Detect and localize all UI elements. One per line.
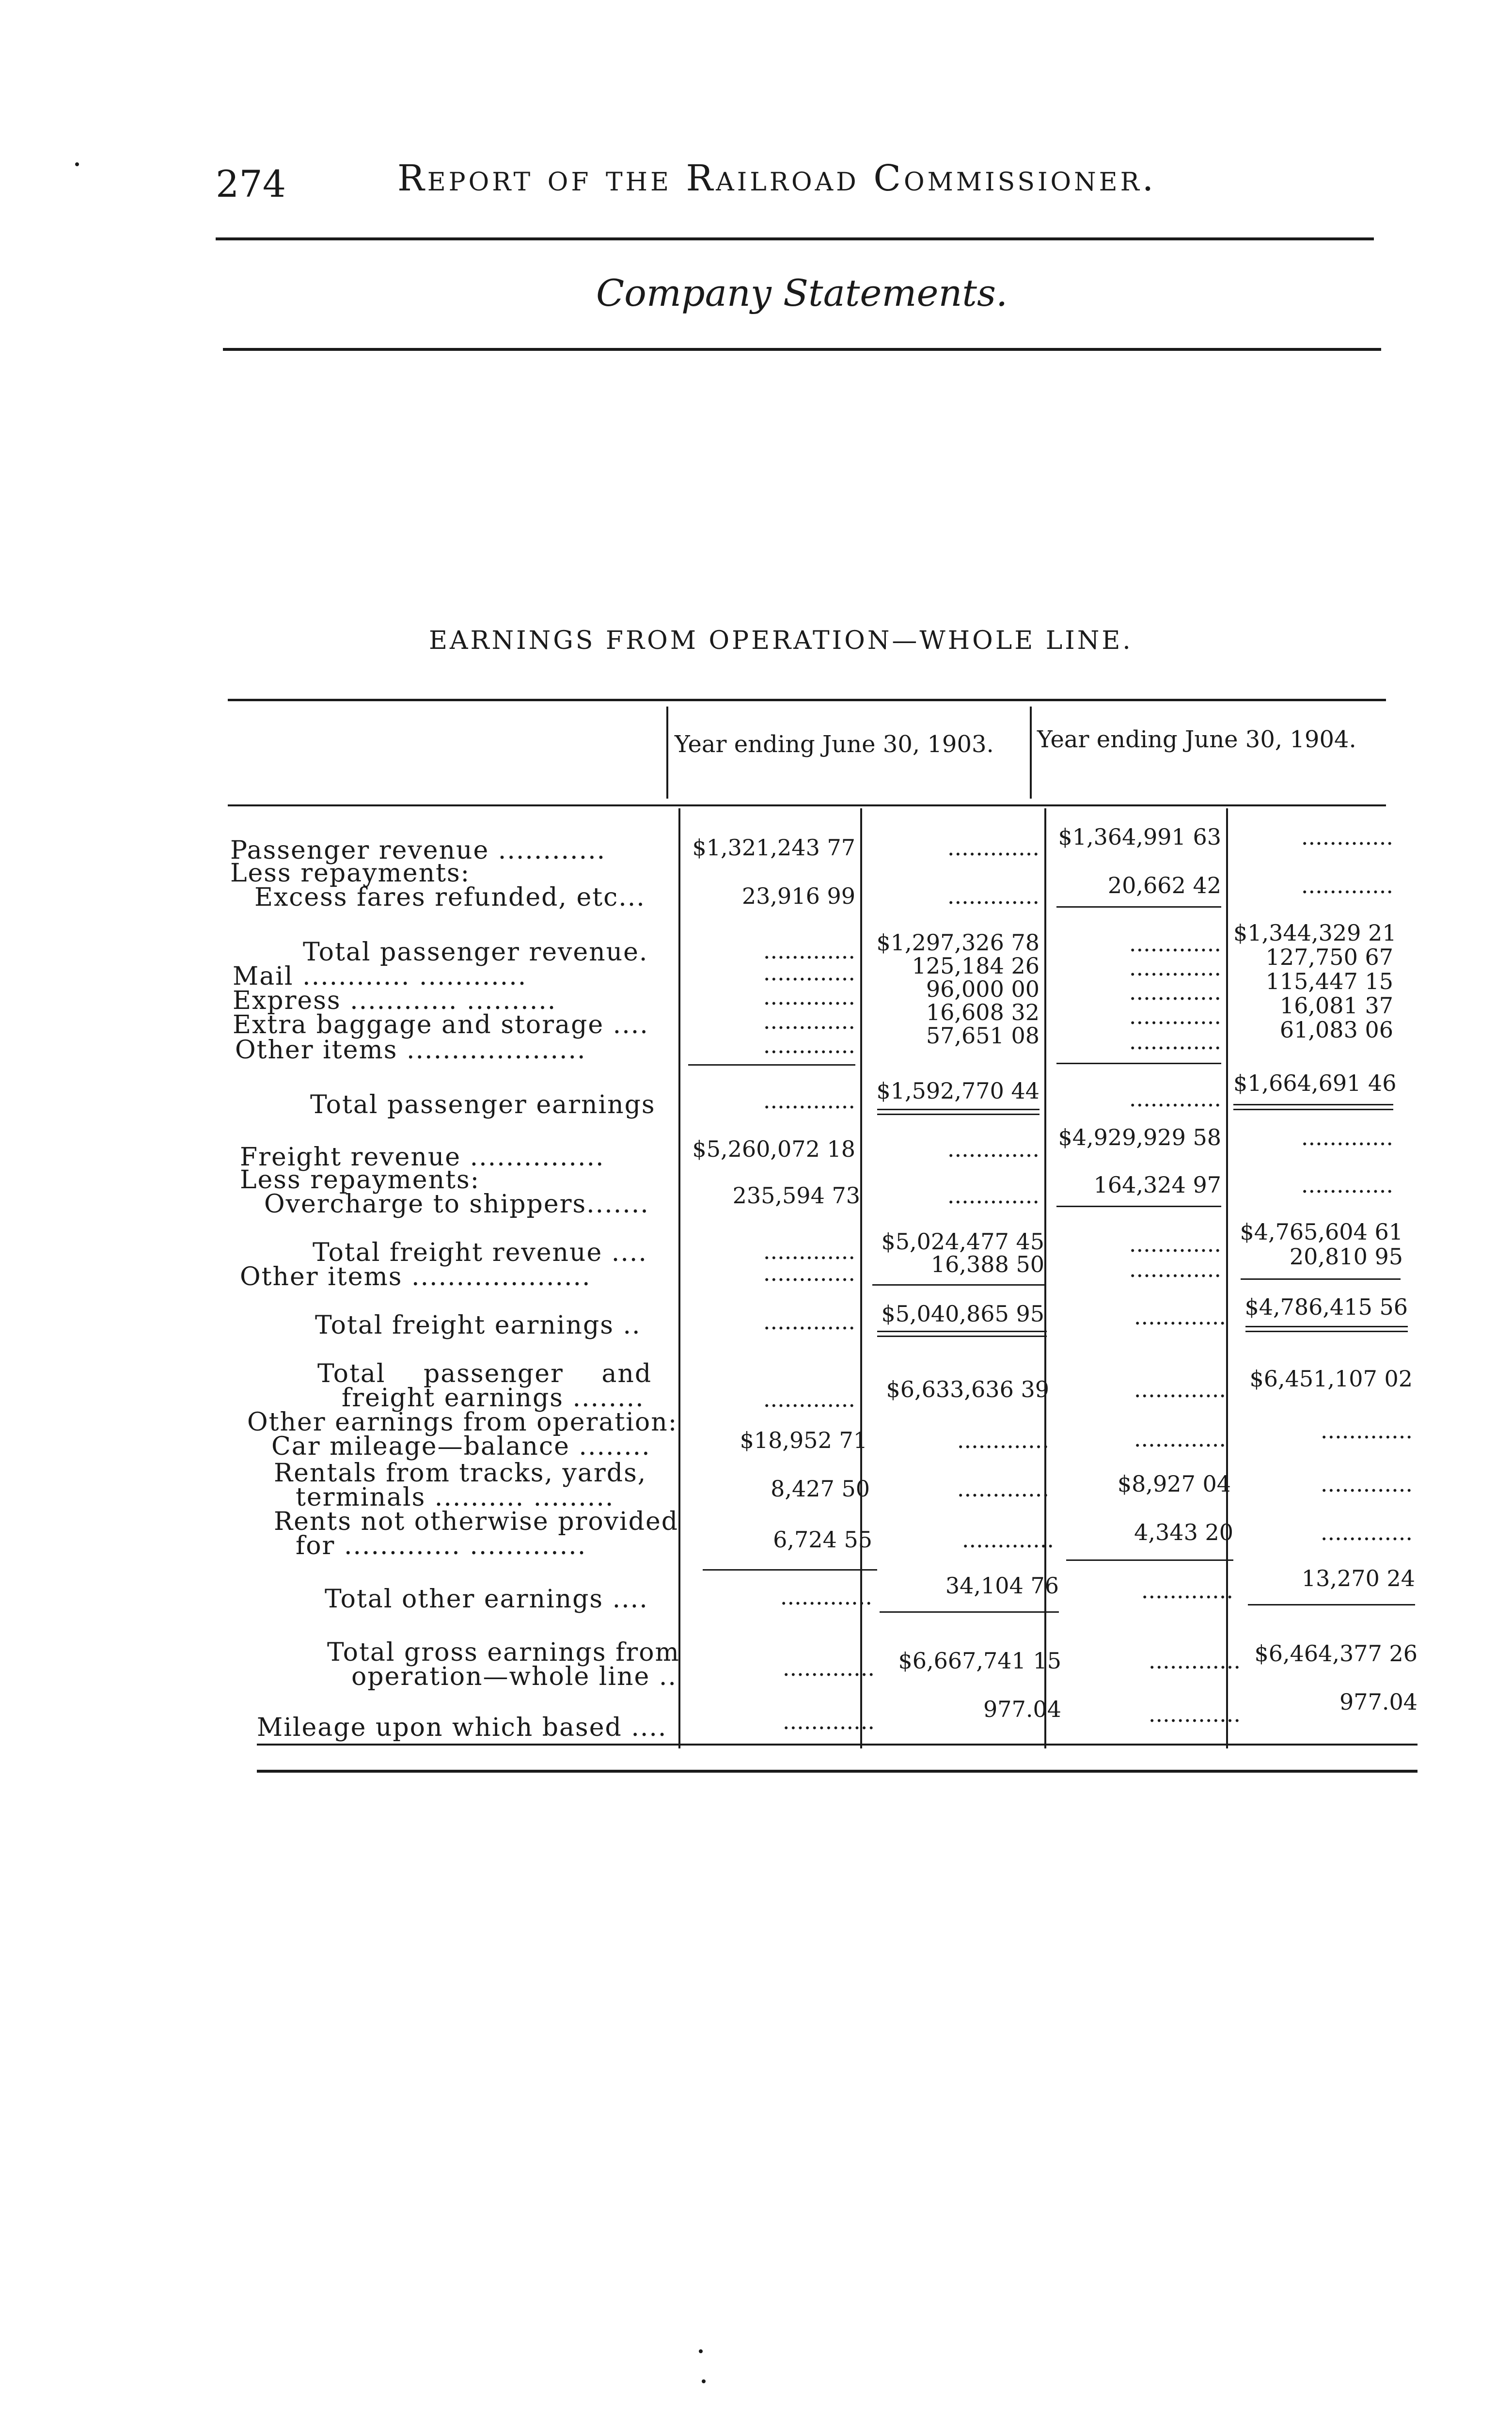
row-label: Rentals from tracks, yards, [274, 1459, 647, 1488]
page-number: 274 [216, 162, 286, 205]
cell-1904-detail: 4,343 20 [1134, 1519, 1233, 1545]
cell-1903-total: ............. [947, 1136, 1040, 1162]
row-label-cont: freight earnings ........ [342, 1384, 645, 1413]
cell-1903-detail: ............. [763, 1238, 855, 1264]
cell-1903-detail: 23,916 99 [741, 883, 855, 909]
cell-1903-total: 16,608 32 [926, 999, 1040, 1025]
row-label: Rents not otherwise provided [274, 1507, 679, 1536]
cell-1904-total: 13,270 24 [1301, 1565, 1415, 1591]
header-rule-bottom [223, 348, 1381, 351]
cell-1903-detail: $18,952 71 [740, 1427, 867, 1453]
cell-1904-detail: ............. [1129, 955, 1221, 981]
cell-1904-total: ............. [1320, 1519, 1413, 1545]
cell-1904-total: 20,810 95 [1289, 1243, 1403, 1270]
running-head: Report of the Railroad Commissioner. [397, 157, 1157, 199]
cell-1903-detail: ............. [763, 1087, 855, 1114]
subtotal-rule [1248, 1604, 1415, 1605]
total-double-rule [1245, 1326, 1408, 1327]
cell-1903-detail: ............. [763, 1008, 855, 1034]
cell-1904-total: ............. [1301, 1172, 1393, 1198]
total-double-rule [877, 1336, 1047, 1337]
cell-1904-detail: ............. [1148, 1648, 1241, 1674]
col-head-1903: Year ending June 30, 1903. [675, 731, 994, 758]
cell-1904-detail: $1,364,991 63 [1058, 824, 1221, 850]
cell-1903-total: $6,633,636 39 [886, 1376, 1049, 1402]
header-rule-top [216, 237, 1374, 240]
cell-1903-total: $5,040,865 95 [881, 1301, 1044, 1327]
cell-1904-detail: ............. [1129, 1086, 1221, 1112]
table-top-rule [228, 699, 1386, 701]
row-label: Other items .................... [235, 1036, 586, 1065]
print-speck [75, 162, 79, 166]
cell-1903-detail: ............. [763, 1260, 855, 1286]
row-label: Extra baggage and storage .... [233, 1010, 649, 1039]
row-label: Total freight earnings .. [315, 1311, 641, 1340]
total-double-rule [877, 1114, 1040, 1115]
subtotal-rule [872, 1284, 1044, 1286]
cell-1903-detail: $5,260,072 18 [692, 1136, 855, 1162]
cell-1904-total: $4,786,415 56 [1244, 1294, 1408, 1320]
subtotal-rule [703, 1569, 877, 1571]
cell-1904-total: $6,451,107 02 [1249, 1366, 1413, 1392]
cell-1903-detail: ............. [763, 984, 855, 1010]
cell-1904-detail: ............. [1129, 1231, 1221, 1257]
cell-1904-detail: ............. [1141, 1577, 1233, 1604]
col-head-bottom-rule [228, 804, 1386, 806]
cell-1903-detail: 8,427 50 [771, 1476, 870, 1502]
cell-1904-detail: ............. [1148, 1701, 1241, 1727]
row-label: Total passenger revenue. [303, 938, 648, 967]
print-speck [702, 2379, 706, 2383]
cell-1903-detail: 6,724 55 [773, 1526, 872, 1553]
cell-1904-total: ............. [1301, 872, 1393, 898]
cell-1904-total: 127,750 67 [1265, 944, 1393, 970]
cell-1904-detail: 20,662 42 [1107, 872, 1221, 898]
row-label-cont: operation—whole line .. [351, 1662, 677, 1691]
cell-1903-total: $1,297,326 78 [876, 929, 1040, 956]
cell-1903-detail: ............. [763, 960, 855, 986]
cell-1903-total: 96,000 00 [926, 976, 1040, 1002]
cell-1904-total: ............. [1320, 1471, 1413, 1497]
col-head-divider-mid [1030, 707, 1032, 799]
total-double-rule [1233, 1109, 1393, 1110]
subtotal-rule [1056, 906, 1221, 908]
cell-1904-detail: ............. [1129, 1256, 1221, 1282]
cell-1903-detail: ............. [763, 1308, 855, 1335]
row-label: Mail ............ ............ [233, 962, 527, 991]
cell-1904-total: 16,081 37 [1279, 992, 1393, 1019]
row-label: Passenger revenue ............ [230, 836, 606, 865]
subtotal-rule [1241, 1278, 1401, 1280]
row-label: Freight revenue ............... [240, 1143, 605, 1172]
table-bottom-rule [257, 1744, 1418, 1746]
cell-1904-total: 61,083 06 [1279, 1017, 1393, 1043]
cell-1903-total: ............. [957, 1476, 1049, 1502]
row-label: Car mileage—balance ........ [271, 1432, 651, 1461]
cell-1904-total: $1,344,329 21 [1233, 920, 1397, 946]
table-title: EARNINGS FROM OPERATION—WHOLE LINE. [429, 626, 1133, 655]
col-rule-1 [678, 808, 680, 1748]
row-label: Other items .................... [240, 1262, 591, 1291]
row-label: Mileage upon which based .... [257, 1713, 667, 1742]
row-label: Other earnings from operation: [247, 1408, 678, 1437]
cell-1904-total: ............. [1301, 1124, 1393, 1150]
row-label: Overcharge to shippers....... [264, 1190, 649, 1219]
row-label: Excess fares refunded, etc... [254, 883, 646, 912]
subtotal-rule [688, 1064, 855, 1066]
cell-1903-total: 125,184 26 [912, 953, 1040, 979]
page-bottom-rule [257, 1770, 1418, 1773]
row-label: Less repayments: [240, 1165, 480, 1195]
cell-1903-total: ............. [947, 883, 1040, 909]
cell-1903-total: $5,024,477 45 [881, 1228, 1044, 1255]
cell-1904-total: ............. [1301, 824, 1393, 850]
cell-1903-total: 16,388 50 [930, 1251, 1044, 1277]
cell-1904-detail: ............. [1129, 1003, 1221, 1029]
cell-1903-total: 34,104 76 [945, 1573, 1059, 1599]
cell-1903-detail: ............. [782, 1708, 875, 1734]
col-head-divider-left [666, 707, 668, 799]
cell-1903-detail: ............. [763, 938, 855, 964]
cell-1904-total: $6,464,377 26 [1254, 1640, 1418, 1667]
cell-1903-total: $1,592,770 44 [876, 1078, 1040, 1104]
row-label: Total other earnings .... [325, 1585, 648, 1614]
row-label-cont: terminals .......... ......... [296, 1483, 614, 1512]
col-rule-4 [1226, 808, 1228, 1748]
cell-1904-detail: ............. [1129, 979, 1221, 1005]
row-label: Express ............ .......... [233, 986, 557, 1015]
row-label: Less repayments: [230, 859, 471, 888]
cell-1904-detail: 164,324 97 [1093, 1172, 1221, 1198]
cell-1903-total: ............. [961, 1526, 1054, 1553]
cell-1904-total: $1,664,691 46 [1233, 1070, 1397, 1096]
cell-1904-detail: ............. [1134, 1304, 1226, 1330]
row-label: Total passenger earnings [310, 1090, 656, 1119]
total-double-rule [1233, 1104, 1393, 1105]
total-double-rule [877, 1109, 1040, 1110]
cell-1904-total: $4,765,604 61 [1240, 1219, 1403, 1245]
cell-1903-total: $6,667,741 15 [898, 1648, 1061, 1674]
cell-1904-total: ............. [1320, 1417, 1413, 1444]
cell-1903-detail: ............. [763, 1032, 855, 1058]
cell-1903-detail: ............. [782, 1655, 875, 1681]
cell-1903-total: ............. [947, 834, 1040, 861]
print-speck [699, 2349, 703, 2353]
cell-1903-detail: ............. [780, 1584, 872, 1610]
row-label: Total freight revenue .... [313, 1238, 647, 1267]
cell-1903-detail: $1,321,243 77 [692, 834, 855, 861]
subtotal-rule [1056, 1206, 1221, 1207]
section-head: Company Statements. [596, 271, 1008, 315]
row-label: Total passenger and [317, 1359, 652, 1388]
subtotal-rule [1066, 1559, 1233, 1561]
total-double-rule [1245, 1331, 1408, 1332]
cell-1903-total: ............. [957, 1427, 1049, 1453]
subtotal-rule [1056, 1063, 1221, 1064]
cell-1904-detail: ............. [1134, 1376, 1226, 1402]
cell-1903-total: 977.04 [983, 1696, 1061, 1722]
row-label: Total gross earnings from [327, 1638, 680, 1667]
cell-1903-total: 57,651 08 [926, 1023, 1040, 1049]
cell-1904-detail: ............. [1129, 930, 1221, 957]
cell-1903-detail: 235,594 73 [732, 1182, 860, 1209]
cell-1903-detail: ............. [763, 1386, 855, 1412]
cell-1904-detail: ............. [1129, 1028, 1221, 1054]
cell-1904-detail: ............. [1134, 1426, 1226, 1452]
cell-1904-total: 115,447 15 [1265, 968, 1393, 994]
cell-1904-detail: $4,929,929 58 [1058, 1124, 1221, 1150]
total-double-rule [877, 1331, 1047, 1332]
cell-1904-total: 977.04 [1339, 1689, 1418, 1715]
subtotal-rule [880, 1611, 1059, 1613]
row-label-cont: for ............. ............. [296, 1531, 587, 1560]
col-rule-3 [1044, 808, 1046, 1748]
cell-1904-detail: $8,927 04 [1117, 1471, 1231, 1497]
cell-1903-total: ............. [947, 1182, 1040, 1209]
col-head-1904: Year ending June 30, 1904. [1037, 726, 1356, 753]
